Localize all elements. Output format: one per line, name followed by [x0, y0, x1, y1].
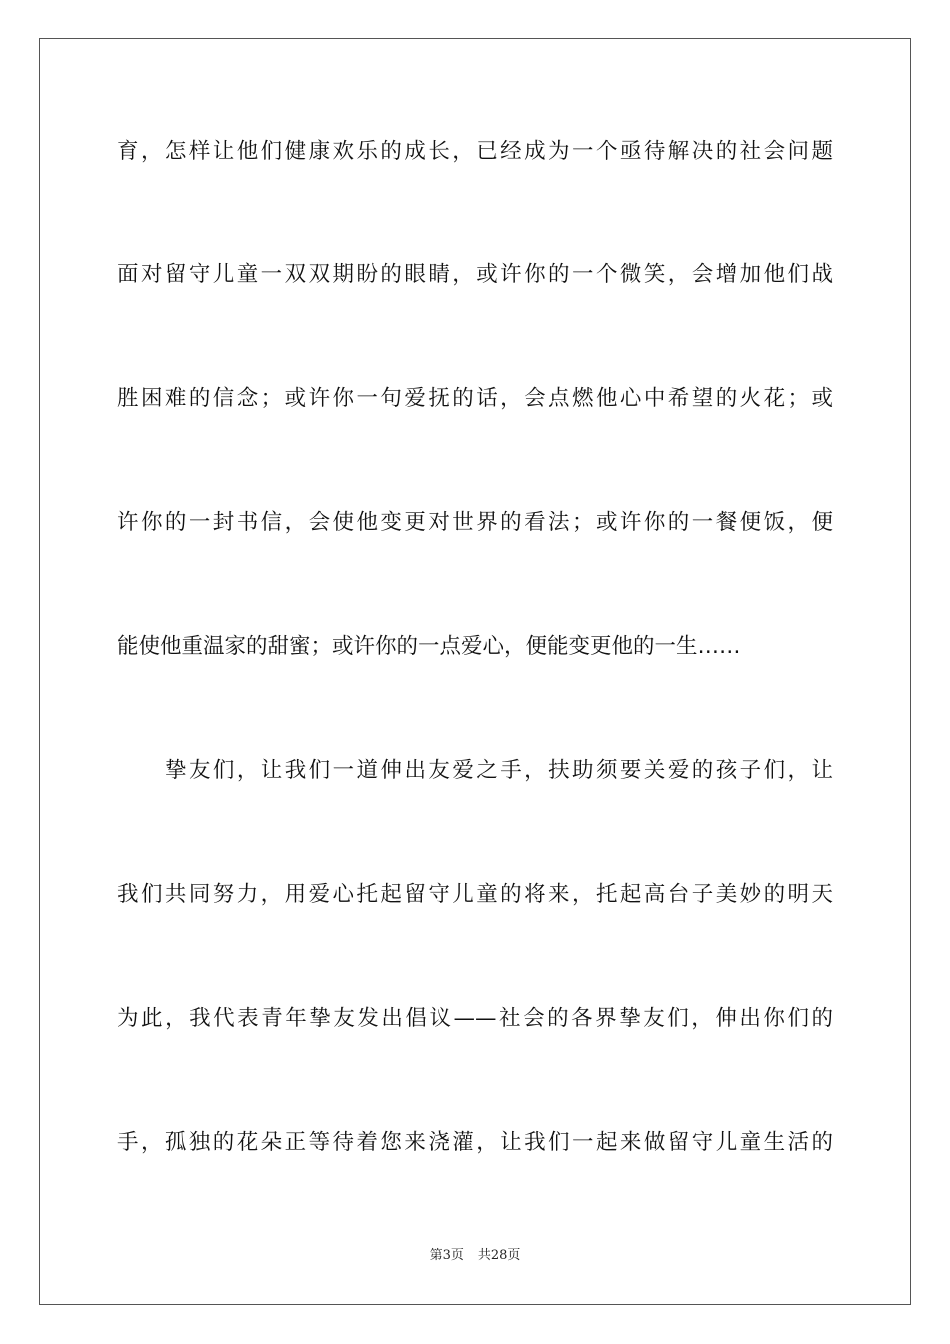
body-text-line-3: 胜困难的信念；或许你一句爱抚的话，会点燃他心中希望的火花；或 — [117, 386, 833, 411]
body-text-line-2: 面对留守儿童一双双期盼的眼睛，或许你的一个微笑，会增加他们战 — [117, 262, 833, 287]
body-text-line-4: 许你的一封书信，会使他变更对世界的看法；或许你的一餐便饭，便 — [117, 510, 833, 535]
body-text-line-7: 我们共同努力，用爱心托起留守儿童的将来，托起高台子美妙的明天 — [117, 882, 833, 907]
body-text-line-6: 挚友们，让我们一道伸出友爱之手，扶助须要关爱的孩子们，让 — [165, 758, 833, 783]
body-text-line-1: 育，怎样让他们健康欢乐的成长，已经成为一个亟待解决的社会问题 — [117, 139, 833, 164]
page-border — [39, 38, 911, 1305]
total-pages: 共28页 — [477, 1248, 521, 1263]
body-text-line-5: 能使他重温家的甜蜜；或许你的一点爱心，便能变更他的一生…… — [117, 634, 741, 659]
page-footer — [0, 1246, 950, 1266]
body-text-line-8: 为此，我代表青年挚友发出倡议——社会的各界挚友们，伸出你们的 — [117, 1006, 833, 1031]
page-number: 第3页 — [429, 1248, 464, 1263]
body-text-line-9: 手，孤独的花朵正等待着您来浇灌，让我们一起来做留守儿童生活的 — [117, 1130, 833, 1155]
